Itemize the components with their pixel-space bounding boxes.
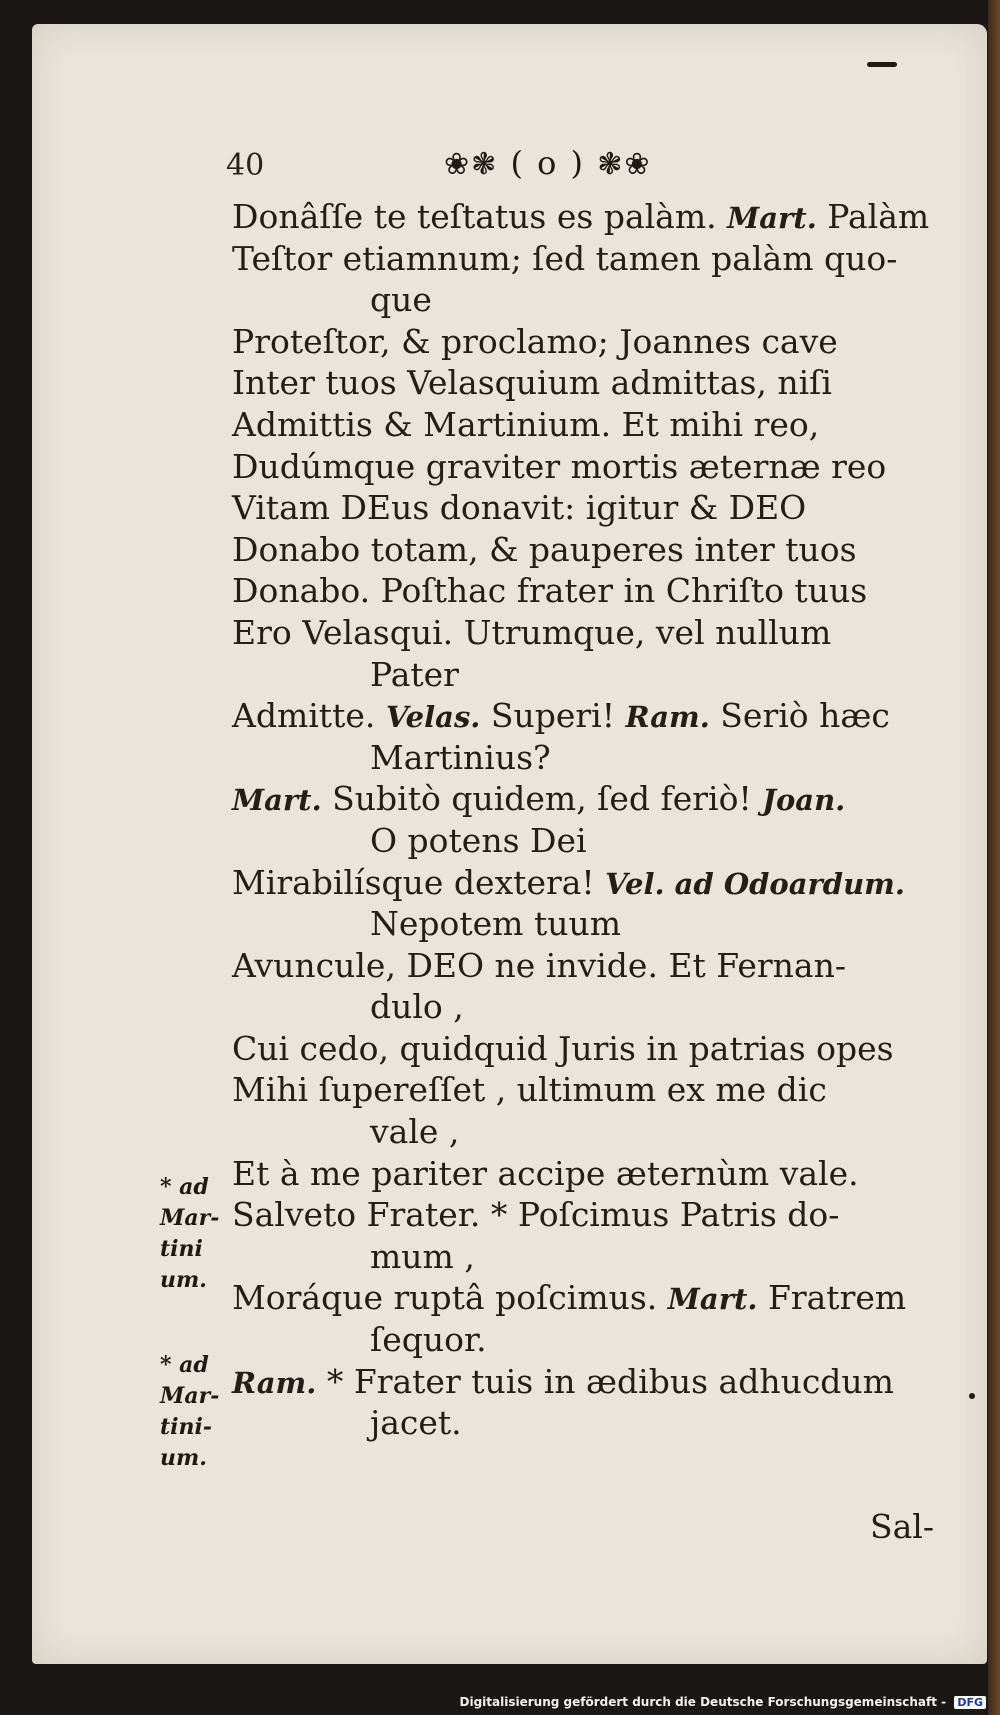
verse-text: O potens Dei (370, 820, 587, 860)
book-edge (988, 0, 1000, 1715)
speaker-label: Ram. (625, 700, 710, 735)
verse-text: Admittis & Martinium. Et mihi reo, (232, 404, 820, 444)
verse-text: mum , (370, 1236, 475, 1276)
margin-note-1 (160, 1172, 235, 1296)
verse-text: Superi! (480, 696, 626, 736)
verse-text: Proteſtor, & proclamo; Joannes cave (232, 321, 838, 361)
speaker-label: Ram. (232, 1365, 317, 1400)
text-line (232, 446, 977, 488)
text-line (232, 570, 977, 612)
verse-text: Cui cedo, quidquid Juris in patrias opes (232, 1028, 894, 1068)
verse-text: Inter tuos Velasquium admittas, niſi (232, 363, 832, 403)
text-line (232, 279, 977, 321)
text-block (232, 196, 977, 1444)
verse-text: Fratrem (757, 1278, 907, 1318)
text-line (232, 321, 977, 363)
digitization-footer (460, 1695, 986, 1709)
text-line (232, 1319, 977, 1361)
text-line (232, 362, 977, 404)
verse-text: Ero Velasqui. Utrumque, vel nullum (232, 612, 832, 652)
ornament-center: ( o ) (510, 144, 586, 182)
verse-text: dulo , (370, 987, 464, 1027)
text-line (232, 238, 977, 280)
margin-note-line: Mar- (160, 1205, 220, 1231)
margin-note-line: tini- (160, 1414, 213, 1440)
catchword: Sal- (870, 1507, 934, 1546)
margin-note-line: * ad (160, 1174, 209, 1200)
verse-text: Admitte. (232, 696, 386, 736)
verse-text: Donâſſe te teſtatus es palàm. (232, 197, 728, 236)
text-line (232, 737, 977, 779)
speaker-label: Vel. ad Odoardum. (605, 866, 905, 901)
text-line (232, 487, 977, 529)
header-ornament (444, 144, 651, 182)
ornament-left-icon: ❀❃ (444, 147, 499, 182)
text-line (232, 1153, 977, 1195)
verse-text: Mihi ſupereſſet , ultimum ex me dic (232, 1070, 827, 1110)
verse-text: Vitam DEus donavit: igitur & DEO (232, 488, 807, 528)
text-line (232, 778, 977, 820)
text-line (232, 1069, 977, 1111)
speaker-label: Mart. (727, 201, 817, 235)
verse-text: Pater (370, 654, 459, 694)
page-number: 40 (226, 148, 265, 183)
text-line (232, 903, 977, 945)
verse-text: ſequor. (370, 1320, 487, 1360)
book-page (32, 24, 987, 1664)
verse-text: Mirabilísque dextera! (232, 862, 606, 902)
speaker-label: Velas. (385, 700, 481, 735)
ink-mark (867, 62, 897, 67)
margin-note-line: tini (160, 1236, 203, 1262)
text-line (232, 986, 977, 1028)
verse-text: Martinius? (370, 737, 551, 777)
verse-text: Subitò quidem, ſed feriò! (321, 779, 763, 819)
text-line (232, 654, 977, 696)
text-line (232, 1402, 977, 1444)
footer-text: Digitalisierung gefördert durch die Deutsche Forschungsgemeinschaft - (459, 1695, 947, 1709)
margin-note-line: um. (160, 1445, 207, 1471)
verse-text: Teſtor etiamnum; ſed tamen palàm quo- (232, 238, 898, 278)
margin-note-line: * ad (160, 1352, 209, 1378)
verse-text: Nepotem tuum (370, 904, 622, 944)
verse-text: Moráque ruptâ poſcimus. (232, 1278, 668, 1318)
text-line (232, 1236, 977, 1278)
verse-text: que (370, 280, 432, 320)
speaker-label: Joan. (762, 783, 846, 818)
speaker-label: Mart. (667, 1282, 758, 1317)
text-line (232, 1277, 977, 1319)
verse-text: Dudúmque graviter mortis æternæ reo (232, 446, 887, 486)
ink-dot (969, 1393, 975, 1399)
verse-text: Seriò hæc (709, 696, 890, 736)
verse-text: Salveto Frater. * Poſcimus Patris do- (232, 1195, 840, 1235)
verse-text: Donabo. Poſthac frater in Chriſto tuus (232, 571, 868, 611)
margin-note-line: um. (160, 1267, 207, 1293)
text-line (232, 196, 977, 238)
ornament-right-icon: ❃❀ (597, 147, 652, 182)
text-line (232, 862, 977, 904)
text-line (232, 1361, 977, 1403)
verse-text: * Frater tuis in ædibus adhucdum (316, 1361, 894, 1401)
verse-text: Palàm (816, 197, 930, 236)
margin-note-line: Mar- (160, 1383, 220, 1409)
text-line (232, 1194, 977, 1236)
dfg-logo: DFG (954, 1696, 986, 1709)
speaker-label: Mart. (232, 783, 322, 818)
verse-text: Donabo totam, & pauperes inter tuos (232, 529, 857, 569)
page-header (32, 144, 987, 194)
verse-text: vale , (370, 1112, 460, 1152)
text-line (232, 612, 977, 654)
verse-text: Et à me pariter accipe æternùm vale. (232, 1153, 859, 1193)
text-line (232, 1111, 977, 1153)
verse-text: Avuncule, DEO ne invide. Et Fernan- (232, 945, 847, 985)
verse-text: jacet. (370, 1403, 462, 1443)
margin-note-2 (160, 1350, 235, 1474)
text-line (232, 529, 977, 571)
text-line (232, 404, 977, 446)
text-line (232, 820, 977, 862)
text-line (232, 695, 977, 737)
text-line (232, 945, 977, 987)
text-line (232, 1028, 977, 1070)
